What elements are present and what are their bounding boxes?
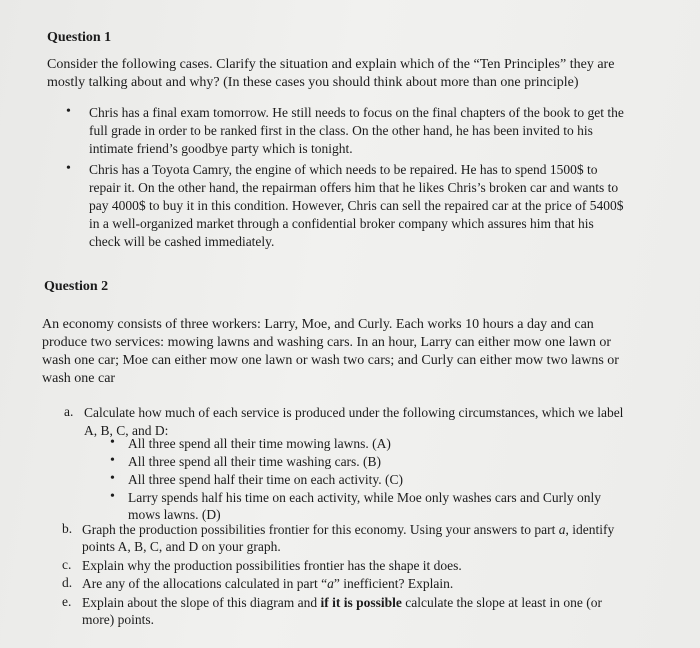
- item-a-sub-1: All three spend all their time mowing lawns. (A): [128, 436, 391, 451]
- item-b-text-1: Graph the production possibilities frontier for this economy. Using your answers to part: [82, 522, 559, 537]
- item-a-sub-2: All three spend all their time washing cars. (B): [128, 454, 382, 469]
- item-c-text: Explain why the production possibilities frontier has the shape it does.: [82, 558, 462, 573]
- item-e-text: [82, 594, 626, 628]
- item-d-text: [82, 575, 626, 592]
- bullet-icon: •: [110, 489, 115, 504]
- item-e-text-2: calculate the slope at least in one (or more) points.: [82, 595, 603, 627]
- bullet-icon: •: [110, 453, 115, 468]
- question-2-title: Question 2: [44, 279, 109, 294]
- question-2-intro: An economy consists of three workers: Larry, Moe, and Curly. Each works 10 hours a day and can produce two services: mowing lawns and washing cars. In an hour, Larry can either mow one lawn or wash one car; Moe can either mow one lawn or wash two cars; and Curly can either mow two lawns or wash one car: [42, 317, 619, 386]
- item-b-text: [82, 521, 626, 555]
- item-e-text-1: Explain about the slope of this diagram and: [82, 595, 321, 610]
- bullet-icon: •: [66, 161, 71, 176]
- item-a-sub-3: All three spend half their time on each activity. (C): [128, 472, 404, 487]
- item-d-text-var: a: [327, 576, 334, 591]
- question-1-title: Question 1: [47, 30, 112, 45]
- bullet-icon: •: [66, 104, 71, 119]
- item-b-text-var: a: [558, 522, 566, 537]
- bullet-icon: •: [110, 435, 115, 450]
- item-b-letter: b.: [62, 521, 73, 536]
- question-1-bullet-2: Chris has a Toyota Camry, the engine of which needs to be repaired. He has to spend 1500$ to repair it. On the other hand, the repairman offers him that he likes Chris’s broken car and wants to pay 4000$ to buy it in this condition. However, Chris can sell the repaired car at the price of 5400$ in a well-organized market through a confidential broker company which assures him that his check will be cashed immediately.: [89, 162, 624, 249]
- bullet-icon: •: [110, 471, 115, 486]
- item-d-text-1: Are any of the allocations calculated in part “: [82, 576, 328, 591]
- item-a-letter: a.: [64, 404, 74, 419]
- item-a-sub-4: Larry spends half his time on each activity, while Moe only washes cars and Curly only mows lawns. (D): [128, 490, 602, 522]
- item-b-text-2: , identify points A, B, C, and D on your graph.: [82, 522, 615, 554]
- item-a-text: Calculate how much of each service is produced under the following circumstances, which we label A, B, C, and D:: [84, 405, 624, 438]
- item-e-letter: e.: [62, 594, 72, 609]
- item-d-letter: d.: [62, 575, 73, 590]
- item-d-text-2: ” inefficient? Explain.: [333, 576, 454, 591]
- question-1-intro: Consider the following cases. Clarify the situation and explain which of the “Ten Principles” they are mostly talking about and why? (In these cases you should think about more than one principle): [47, 57, 615, 90]
- question-1-bullet-1: Chris has a final exam tomorrow. He still needs to focus on the final chapters of the book to get the full grade in order to be ranked first in the class. On the other hand, he has been invited to his intimate friend’s goodbye party which is tonight.: [89, 105, 624, 156]
- item-e-text-bold: if it is possible: [320, 595, 402, 610]
- item-c-letter: c.: [62, 557, 72, 572]
